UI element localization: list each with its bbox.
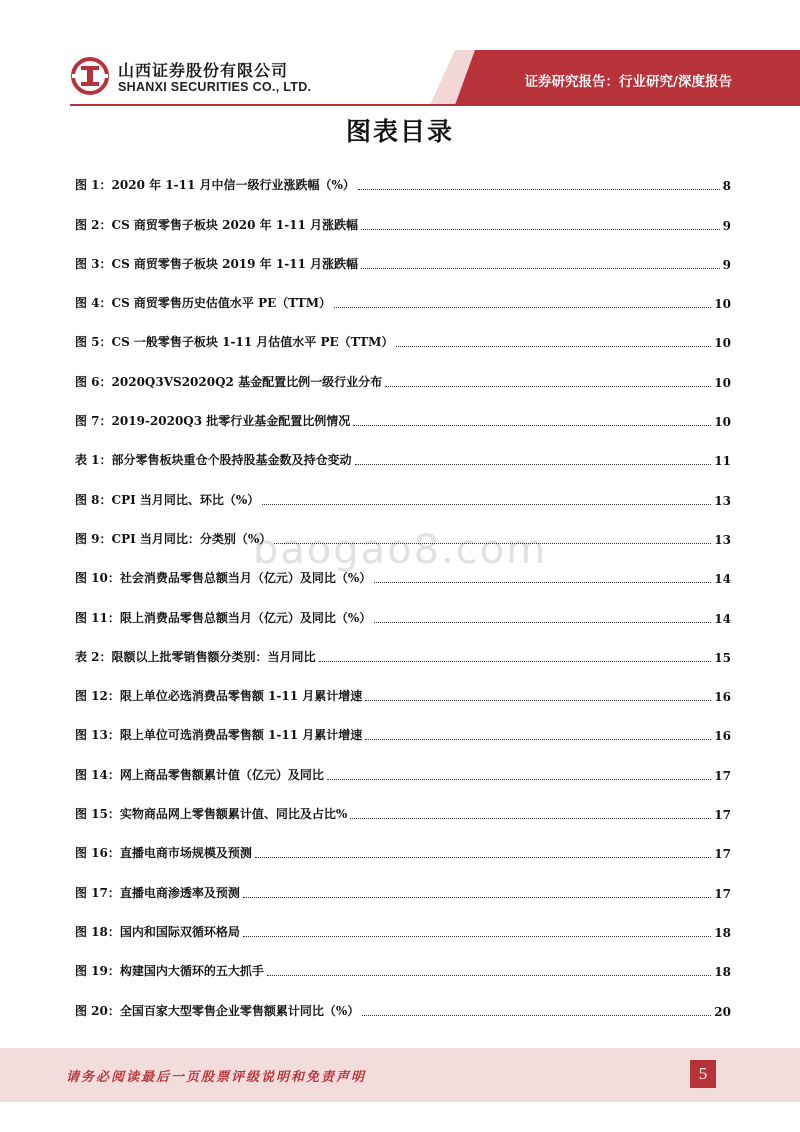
- toc-entry[interactable]: [75, 870, 731, 909]
- toc-dot-leader: [353, 425, 711, 426]
- toc-entry-label: 图 5：CS 一般零售子板块 1-11 月估值水平 PE（TTM）: [75, 335, 394, 350]
- toc-entry-label: 图 10：社会消费品零售总额当月（亿元）及同比（%）: [75, 571, 372, 586]
- header-divider: [70, 104, 800, 106]
- toc-entry-page: 10: [714, 415, 731, 430]
- toc-dot-leader: [327, 779, 711, 780]
- toc-entry-page: 9: [722, 218, 731, 233]
- toc-entry-page: 17: [714, 886, 731, 901]
- toc-entry-page: 14: [714, 572, 731, 587]
- toc-entry-page: 14: [714, 611, 731, 626]
- report-type-label: 证券研究报告：行业研究/深度报告: [524, 74, 732, 90]
- toc-entry-label: 图 12：限上单位必选消费品零售额 1-11 月累计增速: [75, 689, 363, 704]
- toc-entry[interactable]: [75, 635, 731, 674]
- toc-dot-leader: [267, 975, 711, 976]
- watermark: baogao8.com: [252, 527, 548, 573]
- toc-entry-label: 图 20：全国百家大型零售企业零售额累计同比（%）: [75, 1003, 360, 1018]
- toc-dot-leader: [361, 229, 720, 230]
- toc-entry-label: 图 15：实物商品网上零售额累计值、同比及占比%: [75, 807, 348, 822]
- toc-entry-page: 16: [714, 690, 731, 705]
- toc-entry[interactable]: [75, 949, 731, 988]
- footer-disclaimer: 请务必阅读最后一页股票评级说明和免责声明: [66, 1070, 367, 1085]
- toc-entry-page: 8: [722, 179, 731, 194]
- page-title: 图表目录: [345, 117, 454, 146]
- toc-entry-label: 图 14：网上商品零售额累计值（亿元）及同比: [75, 767, 324, 782]
- toc-entry-label: 图 2：CS 商贸零售子板块 2020 年 1-11 月涨跌幅: [75, 217, 359, 232]
- toc-entry[interactable]: [75, 281, 731, 320]
- toc-entry-page: 10: [714, 375, 731, 390]
- toc-dot-leader: [361, 268, 720, 269]
- toc-dot-leader: [358, 189, 720, 190]
- toc-dot-leader: [334, 307, 711, 308]
- toc-entry-label: 表 1：部分零售板块重仓个股持股基金数及持仓变动: [75, 453, 352, 468]
- toc-dot-leader: [362, 1015, 711, 1016]
- toc-entry-label: 图 19：构建国内大循环的五大抓手: [75, 964, 264, 979]
- toc-dot-leader: [396, 346, 711, 347]
- toc-dot-leader: [385, 386, 711, 387]
- toc-entry[interactable]: [75, 163, 731, 202]
- toc-entry-page: 10: [714, 297, 731, 312]
- toc-entry[interactable]: [75, 556, 731, 595]
- toc-entry-label: 图 18：国内和国际双循环格局: [75, 924, 240, 939]
- toc-entry-label: 图 8：CPI 当月同比、环比（%）: [75, 492, 260, 507]
- toc-entry[interactable]: [75, 595, 731, 634]
- toc-entry[interactable]: [75, 831, 731, 870]
- toc-entry[interactable]: [75, 988, 731, 1027]
- toc-dot-leader: [255, 857, 711, 858]
- toc-dot-leader: [365, 739, 711, 740]
- toc-dot-leader: [374, 582, 711, 583]
- toc-entry-label: 图 11：限上消费品零售总额当月（亿元）及同比（%）: [75, 610, 372, 625]
- toc-entry-label: 图 7：2019-2020Q3 批零行业基金配置比例情况: [75, 414, 351, 429]
- toc-entry-page: 18: [714, 965, 731, 980]
- toc-dot-leader: [319, 661, 712, 662]
- toc-entry-page: 9: [722, 257, 731, 272]
- toc-entry[interactable]: [75, 359, 731, 398]
- toc-entry-label: 图 3：CS 商贸零售子板块 2019 年 1-11 月涨跌幅: [75, 256, 359, 271]
- toc-entry-page: 15: [714, 650, 731, 665]
- toc-entry-page: 10: [714, 336, 731, 351]
- toc-entry-label: 图 4：CS 商贸零售历史估值水平 PE（TTM）: [75, 296, 331, 311]
- toc-entry-label: 图 13：限上单位可选消费品零售额 1-11 月累计增速: [75, 728, 363, 743]
- company-logo-icon: [70, 56, 110, 96]
- toc-dot-leader: [365, 700, 711, 701]
- toc-entry-page: 20: [714, 1004, 731, 1019]
- toc-entry[interactable]: [75, 792, 731, 831]
- toc-dot-leader: [243, 936, 711, 937]
- toc-entry-page: 17: [714, 808, 731, 823]
- toc-entry-label: 图 17：直播电商渗透率及预测: [75, 885, 240, 900]
- toc-entry-page: 13: [714, 493, 731, 508]
- page-number: 5: [690, 1060, 716, 1088]
- toc-entry[interactable]: [75, 910, 731, 949]
- toc-dot-leader: [355, 464, 712, 465]
- toc-entry[interactable]: [75, 713, 731, 752]
- toc-entry[interactable]: [75, 674, 731, 713]
- toc-entry-label: 图 6：2020Q3VS2020Q2 基金配置比例一级行业分布: [75, 374, 383, 389]
- toc-entry-page: 17: [714, 768, 731, 783]
- page-header: [0, 0, 800, 110]
- toc-entry[interactable]: [75, 202, 731, 241]
- toc-entry-label: 图 16：直播电商市场规模及预测: [75, 846, 252, 861]
- table-of-figures: [75, 163, 731, 1028]
- toc-entry-label: 图 9：CPI 当月同比：分类别（%）: [75, 531, 272, 546]
- toc-dot-leader: [350, 818, 711, 819]
- toc-entry[interactable]: [75, 477, 731, 516]
- company-name-en: SHANXI SECURITIES CO., LTD.: [118, 80, 312, 94]
- toc-entry-page: 17: [714, 847, 731, 862]
- toc-dot-leader: [274, 543, 711, 544]
- toc-entry[interactable]: [75, 438, 731, 477]
- toc-entry[interactable]: [75, 517, 731, 556]
- toc-entry-page: 16: [714, 729, 731, 744]
- toc-entry-page: 11: [714, 454, 731, 469]
- toc-entry-label: 图 1：2020 年 1-11 月中信一级行业涨跌幅（%）: [75, 178, 355, 193]
- toc-entry-page: 13: [714, 532, 731, 547]
- toc-entry[interactable]: [75, 399, 731, 438]
- company-name-cn: 山西证券股份有限公司: [118, 61, 289, 80]
- toc-entry[interactable]: [75, 320, 731, 359]
- toc-entry-page: 18: [714, 925, 731, 940]
- toc-dot-leader: [243, 897, 711, 898]
- toc-dot-leader: [262, 504, 711, 505]
- toc-entry[interactable]: [75, 242, 731, 281]
- toc-dot-leader: [374, 622, 711, 623]
- toc-entry[interactable]: [75, 752, 731, 791]
- toc-entry-label: 表 2：限额以上批零销售额分类别：当月同比: [75, 649, 316, 664]
